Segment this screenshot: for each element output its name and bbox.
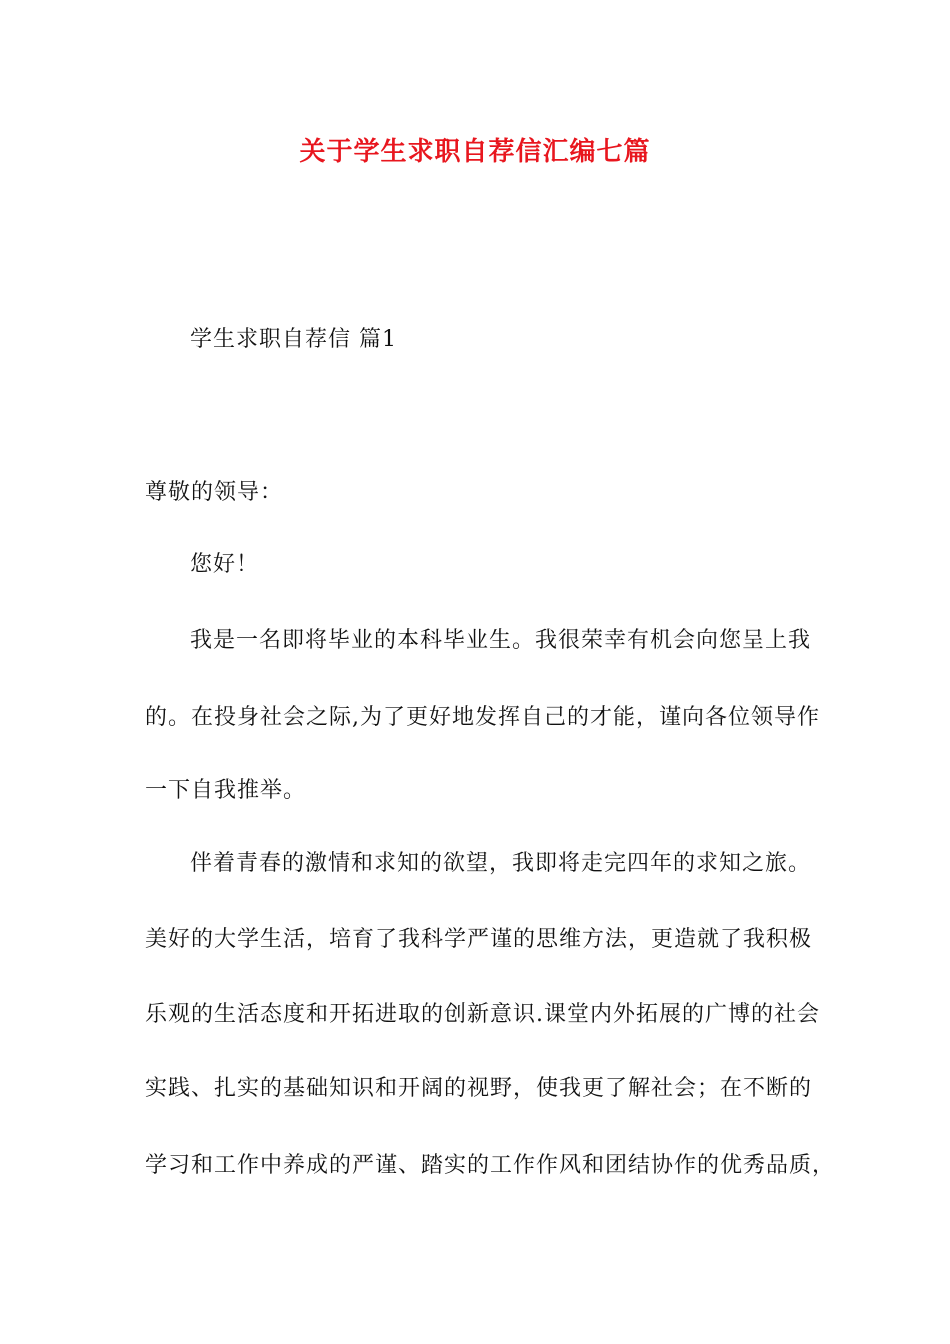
section-heading: 学生求职自荐信 篇1 — [190, 327, 397, 352]
salutation: 尊敬的领导： — [145, 480, 284, 505]
page-title: 关于学生求职自荐信汇编七篇 — [299, 137, 651, 167]
body-line: 乐观的生活态度和开拓进取的创新意识.课堂内外拓展的广博的社会 — [145, 1002, 820, 1027]
body-line: 伴着青春的激情和求知的欲望，我即将走完四年的求知之旅。 — [190, 851, 812, 876]
body-line: 实践、扎实的基础知识和开阔的视野，使我更了解社会；在不断的 — [145, 1076, 813, 1101]
body-line: 学习和工作中养成的严谨、踏实的工作作风和团结协作的优秀品质， — [145, 1153, 836, 1178]
body-line: 我是一名即将毕业的本科毕业生。我很荣幸有机会向您呈上我 — [190, 628, 812, 653]
body-line: 一下自我推举。 — [145, 778, 307, 803]
body-line: 美好的大学生活，培育了我科学严谨的思维方法，更造就了我积极 — [145, 927, 813, 952]
greeting: 您好！ — [190, 552, 260, 577]
body-line: 的。在投身社会之际,为了更好地发挥自己的才能，谨向各位领导作 — [145, 705, 820, 730]
